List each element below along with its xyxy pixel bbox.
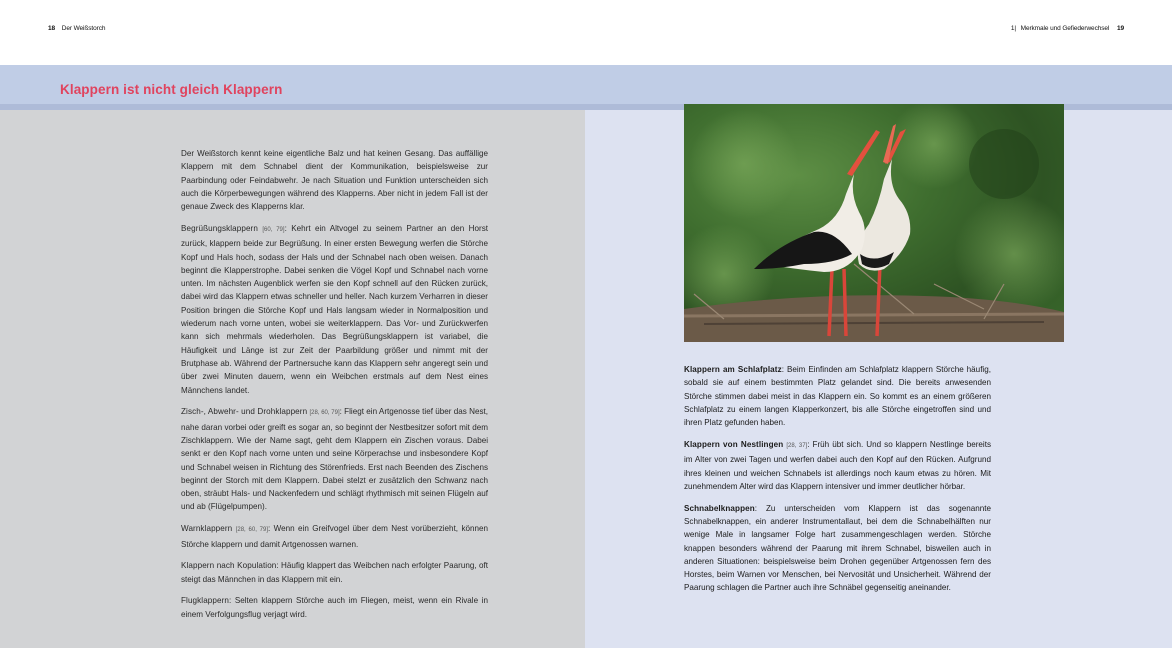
paragraph-text: : Zu unterscheiden vom Klappern ist das sogenannte Schnabelknappen, ein anderer Instrumentallaut, bei dem die Schnabelhälften nur wenige Male in langsamer Folge hart zusammengeschlagen werden. Störche knappen besonders während der Paarung mit ihrem Schnabel, bisweilen auch in anderen Situationen: beispielsweise beim Drohen gegenüber Artgenossen fern des Horstes, beim Warnen vor Menschen, bei Nervosität und Unsicherheit. Während der Paarung schlagen die Partner auch ihre Schnäbel gegenseitig aneinander. — [684, 503, 991, 593]
paragraph-text: : Fliegt ein Artgenosse tief über das Nest, nahe daran vorbei oder greift es sogar an, so beginnt der Nestbesitzer sofort mit dem Zischklappern. Wie der Name sagt, geht dem Klappern ein Zischen voraus. Dabei senkt er den Kopf nach vorne unten und seine Körperachse und insbesondere Kopf und Schnabel weisen in Richtung des Störenfrieds. Erst nach Beenden des Zischens beginnt der Storch mit dem Klappern. Dabei stelzt er zusätzlich den Schwanz nach oben, sträubt Hals- und Nackenfedern und schlägt rhythmisch mit seinen Flügeln auf und ab (Flügelpumpen). — [181, 407, 489, 512]
paragraph-nestlinge — [684, 438, 991, 493]
paragraph-term: Schnabelknappen — [684, 503, 755, 513]
left-column — [181, 147, 488, 630]
chapter-title: Merkmale und Gefiederwechsel — [1020, 25, 1110, 32]
paragraph-term: Zisch-, Abwehr- und Drohklappern — [181, 407, 308, 417]
reference-numbers: [28, 60, 79] — [235, 527, 269, 534]
section-title: Klappern ist nicht gleich Klappern — [60, 82, 283, 97]
storks-illustration — [684, 104, 1064, 342]
paragraph-warnklappern — [181, 522, 488, 551]
reference-numbers: [28, 60, 79] — [309, 410, 340, 417]
page-number-left: 18 — [48, 25, 56, 32]
paragraph-term: Klappern am Schlafplatz — [684, 365, 782, 374]
running-head-left — [48, 25, 105, 32]
stork-photo — [684, 104, 1064, 342]
paragraph-begruessungsklappern — [181, 222, 488, 397]
paragraph-term: Klappern nach Kopulation — [181, 561, 277, 571]
paragraph-kopulation — [181, 559, 488, 586]
paragraph-text: : Früh übt sich. Und so klappern Nestlinge bereits im Alter von zwei Tagen und werfen dabei auch den Kopf auf den Rücken. Aufgrund ihres kleinen und weichen Schnabels ist allerdings noch kaum etwas zu hören. Mit zunehmendem Alter wird das Klappern intensiver und immer deutlicher hörbar. — [684, 439, 992, 491]
paragraph-term: Warnklappern — [181, 524, 233, 534]
running-head — [0, 0, 1172, 65]
paragraph-schnabelknappen — [684, 502, 991, 595]
paragraph-schlafplatz — [684, 363, 991, 429]
chapter-number: 1| — [1010, 25, 1016, 32]
paragraph-term: Begrüßungsklappern — [181, 223, 258, 233]
paragraph-text: : Beim Einfinden am Schlafplatz klappern Störche häufig, sobald sie auf einem bestimmten Platz gelandet sind. Die bereits anwesenden Störche stimmen dabei meist in das Klappern ein. So kommt es an einem größeren Schlafplatz zu einem langen Klapperkonzert, bis alle Störche eingetroffen sind und ihren Platz gefunden haben. — [684, 365, 991, 428]
reference-numbers: [60, 79] — [262, 226, 285, 233]
paragraph-text: : Wenn ein Greifvogel über dem Nest vorüberzieht, können Störche klappern und damit Artgenossen warnen. — [181, 524, 489, 549]
running-head-right — [1011, 25, 1124, 32]
paragraph-zischklappern — [181, 405, 488, 513]
right-column — [684, 363, 991, 603]
page-number-right: 19 — [1116, 25, 1124, 32]
reference-numbers: [28, 37] — [786, 442, 808, 449]
paragraph-text: : Selten klappern Störche auch im Fliegen, meist, wenn ein Rivale in einem Verfolgungsflug verjagt wird. — [181, 596, 488, 619]
intro-paragraph: Der Weißstorch kennt keine eigentliche Balz und hat keinen Gesang. Das auffällige Klappern mit dem Schnabel dient der Kommunikation, beispielsweise zur Paarbindung oder Feindabwehr. Je nach Situation und Funktion unterscheiden sich auch die Körperbewegungen während des Klapperns. Aber nicht in jedem Fall ist der genaue Zweck des Klapperns klar. — [181, 149, 488, 212]
book-title: Der Weißstorch — [61, 25, 106, 32]
paragraph-text: : Kehrt ein Altvogel zu seinem Partner an den Horst zurück, klappern beide zur Begrüßung. In einer ersten Bewegung werfen die Störche Kopf und Hals hoch, sodass der Hals und der Schnabel nach oben weisen. Danach beginnt die Klapperstrophe. Dabei senken die Vögel Kopf und Schnabel nach vorne unten. Im nächsten Augenblick werfen sie den Kopf schnell auf den Rücken zurück, dabei wird das Klappern etwas schneller und heller. Nach kurzem Verharren in dieser Position bringen die Störche Kopf und Hals langsam wieder in Normalposition und wiederum nach vorne unten, wobei sie weiterklappern. Das Vor- und Zurückwerfen kann sich mehrmals wiederholen. Das Begrüßungsklappern ist variabel, die Häufigkeit und Länge ist zur Zeit der Paarbildung größer und nimmt mit der Brutphase ab. Während der Partnersuche kann das Klappern sehr angeregt sein und über zwei Minuten dauern, wenn ein Weibchen erstmals auf dem Nest eines Männchens landet. — [181, 223, 489, 395]
paragraph-text: : Häufig klappert das Weibchen nach erfolgter Paarung, oft steigt das Männchen in das Klappern mit ein. — [181, 561, 488, 584]
paragraph-term: Flugklappern — [181, 596, 229, 606]
paragraph-term: Klappern von Nestlingen — [684, 439, 784, 449]
paragraph-flugklappern — [181, 594, 488, 621]
